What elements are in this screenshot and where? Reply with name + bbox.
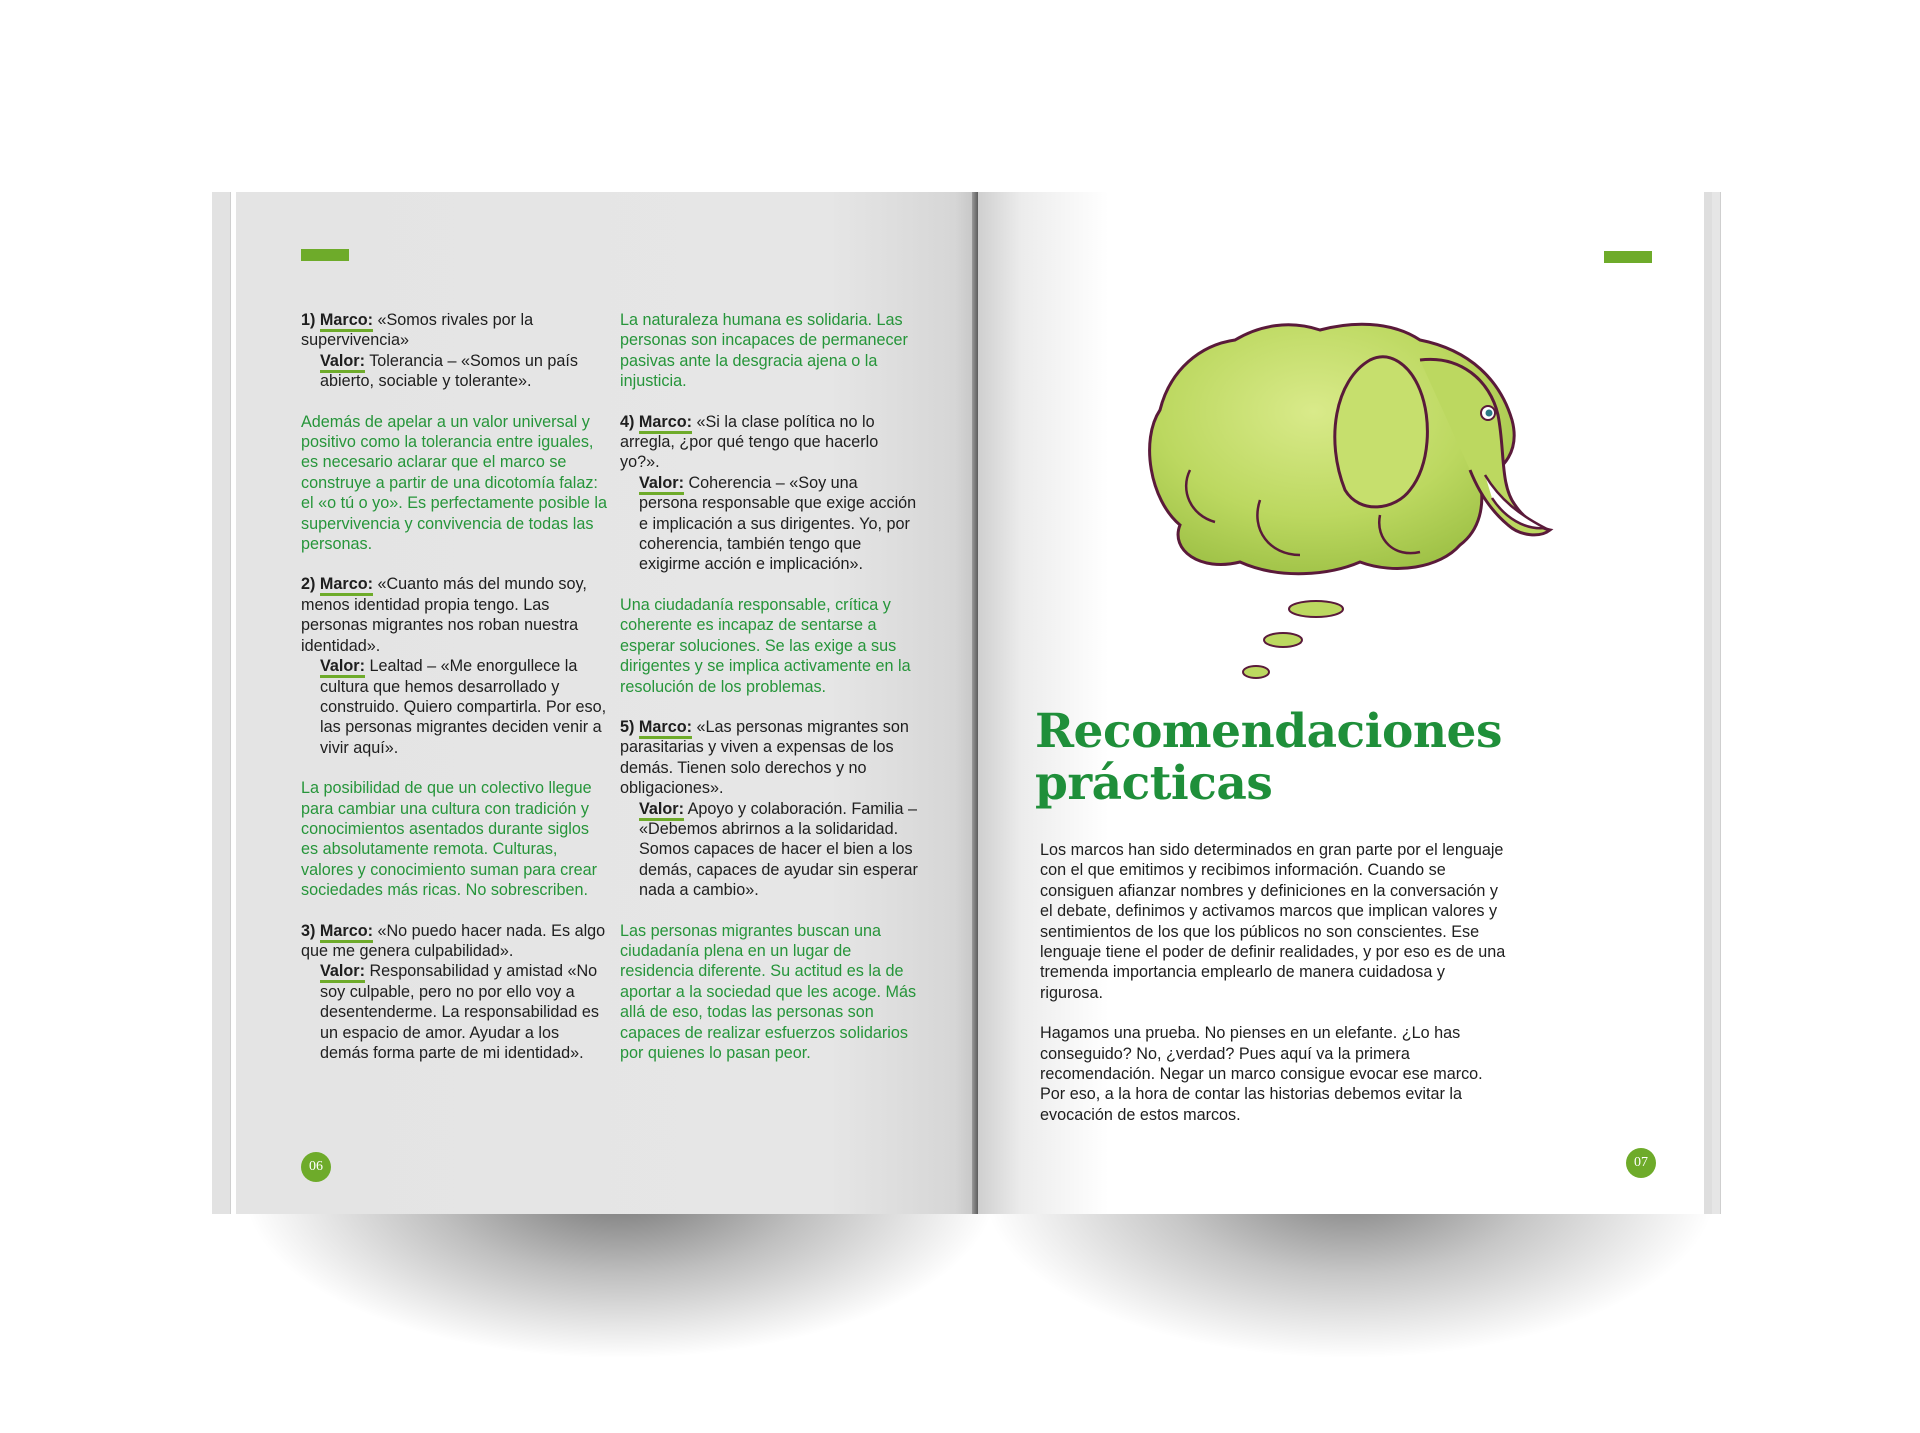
book-shadow-right: [980, 1190, 1720, 1360]
frame-text: «No puedo hacer nada. Es algo que me genera culpabilidad».: [301, 921, 606, 960]
page-number-left: 06: [301, 1152, 331, 1182]
elephant-ear: [1335, 357, 1428, 507]
book-shadow-left: [240, 1190, 1000, 1360]
value-line: [620, 799, 920, 901]
page-number-right: 07: [1626, 1148, 1656, 1178]
value-line: [301, 961, 607, 1063]
title-line-2: prácticas: [1035, 756, 1273, 811]
frame-item-5: [620, 717, 920, 901]
elephant-thought-illustration: [1120, 300, 1570, 690]
value-line: [301, 656, 607, 758]
value-label: Valor:: [320, 352, 365, 373]
frame-item-1: [301, 310, 607, 392]
left-column-1: [301, 310, 607, 1083]
thought-bubble: [1264, 633, 1302, 647]
frame-text: «Si la clase política no lo arregla, ¿por qué tengo que hacerlo yo?».: [620, 412, 879, 472]
frame-item-4: [620, 412, 920, 575]
value-text: Responsabilidad y amistad «No soy culpable, pero no por ello voy a desentenderme. La responsabilidad es un espacio de amor. Ayudar a los demás forma parte de mi identidad».: [320, 962, 599, 1062]
elephant-body: [1150, 324, 1515, 573]
page-edge-left: [222, 192, 231, 1214]
item-number: 2): [301, 575, 316, 594]
value-text: Lealtad – «Me enorgullece la cultura que hemos desarrollado y construido. Quiero compartirla. Por eso, las personas migrantes deciden venir a vivir aquí».: [320, 657, 607, 757]
value-label: Valor:: [320, 962, 365, 983]
commentary-note: Además de apelar a un valor universal y positivo como la tolerancia entre iguales, es necesario aclarar que el marco se construye a partir de una dicotomía falaz: el «o tú o yo». Es perfectamente posible la supervivencia y convivencia de todas las personas.: [301, 412, 607, 554]
commentary-note: Una ciudadanía responsable, crítica y coherente es incapaz de sentarse a esperar soluciones. Se las exige a sus dirigentes y se implica activamente en la resolución de los problemas.: [620, 595, 911, 696]
frame-label: Marco:: [639, 718, 692, 739]
section-marker: [1604, 251, 1652, 263]
title-line-1: Recomendaciones: [1035, 704, 1502, 759]
frame-label: Marco:: [320, 311, 373, 332]
commentary-note: La naturaleza humana es solidaria. Las personas son incapaces de permanecer pasivas ante la desgracia ajena o la injusticia.: [620, 311, 908, 391]
commentary-note: La posibilidad de que un colectivo llegue para cambiar una cultura con tradición y conocimientos asentados durante siglos es absolutamente remota. Culturas, valores y conocimiento suman para crear sociedades más ricas. No sobrescriben.: [301, 779, 598, 900]
frame-text: «Cuanto más del mundo soy, menos identidad propia tengo. Las personas migrantes nos roban nuestra identidad».: [301, 575, 587, 655]
frame-label: Marco:: [320, 575, 373, 596]
frame-text: «Somos rivales por la supervivencia»: [301, 311, 534, 350]
value-text: Tolerancia – «Somos un país abierto, sociable y tolerante».: [320, 351, 578, 391]
paragraph: Los marcos han sido determinados en gran parte por el lenguaje con el que emitimos y recibimos información. Cuando se consiguen afianzar nombres y definiciones en la conversación y el debate, definimos y activamos marcos que implican valores y sentimientos de los que los públicos no son conscientes. Ese lenguaje tiene el poder de definir realidades, y por eso es de una tremenda importancia emplearlo de manera cuidadosa y rigurosa.: [1040, 841, 1506, 1002]
value-label: Valor:: [639, 800, 684, 821]
frame-label: Marco:: [639, 413, 692, 434]
frame-text: «Las personas migrantes son parasitarias y viven a expensas de los demás. Tienen solo derechos y no obligaciones».: [620, 717, 909, 798]
value-label: Valor:: [639, 474, 684, 495]
value-text: Apoyo y colaboración. Familia – «Debemos abrirnos a la solidaridad. Somos capaces de hacer el bien a los demás, capaces de ayudar sin esperar nada a cambio».: [639, 799, 918, 900]
value-label: Valor:: [320, 657, 365, 678]
section-marker: [301, 249, 349, 261]
value-text: Coherencia – «Soy una persona responsable que exige acción e implicación a sus dirigentes. Yo, por coherencia, también tengo que exigirme acción e implicación».: [639, 473, 917, 574]
thought-bubble: [1243, 666, 1269, 678]
frame-item-3: [301, 921, 607, 1064]
left-column-2: [620, 310, 920, 1083]
item-number: 4): [620, 412, 635, 431]
item-number: 3): [301, 921, 316, 940]
item-number: 5): [620, 717, 635, 736]
right-body-text: [1040, 840, 1510, 1145]
value-line: [301, 351, 607, 392]
left-page: [236, 192, 977, 1214]
page-edge-right: [1712, 192, 1721, 1214]
value-line: [620, 473, 920, 575]
thought-bubble: [1289, 601, 1343, 617]
frame-item-2: [301, 574, 607, 758]
page-title: [1035, 706, 1502, 810]
frame-label: Marco:: [320, 922, 373, 943]
commentary-note: Las personas migrantes buscan una ciudadanía plena en un lugar de residencia diferente. Su actitud es la de aportar a la sociedad que les acoge. Más allá de eso, todas las personas son capaces de realizar esfuerzos solidarios por quienes lo pasan peor.: [620, 921, 917, 1062]
item-number: 1): [301, 311, 316, 329]
paragraph: Hagamos una prueba. No pienses en un elefante. ¿Lo has conseguido? No, ¿verdad? Pues aquí va la primera recomendación. Negar un marco consigue evocar ese marco. Por eso, a la hora de contar las historias debemos evitar la evocación de estos marcos.: [1040, 1024, 1483, 1124]
